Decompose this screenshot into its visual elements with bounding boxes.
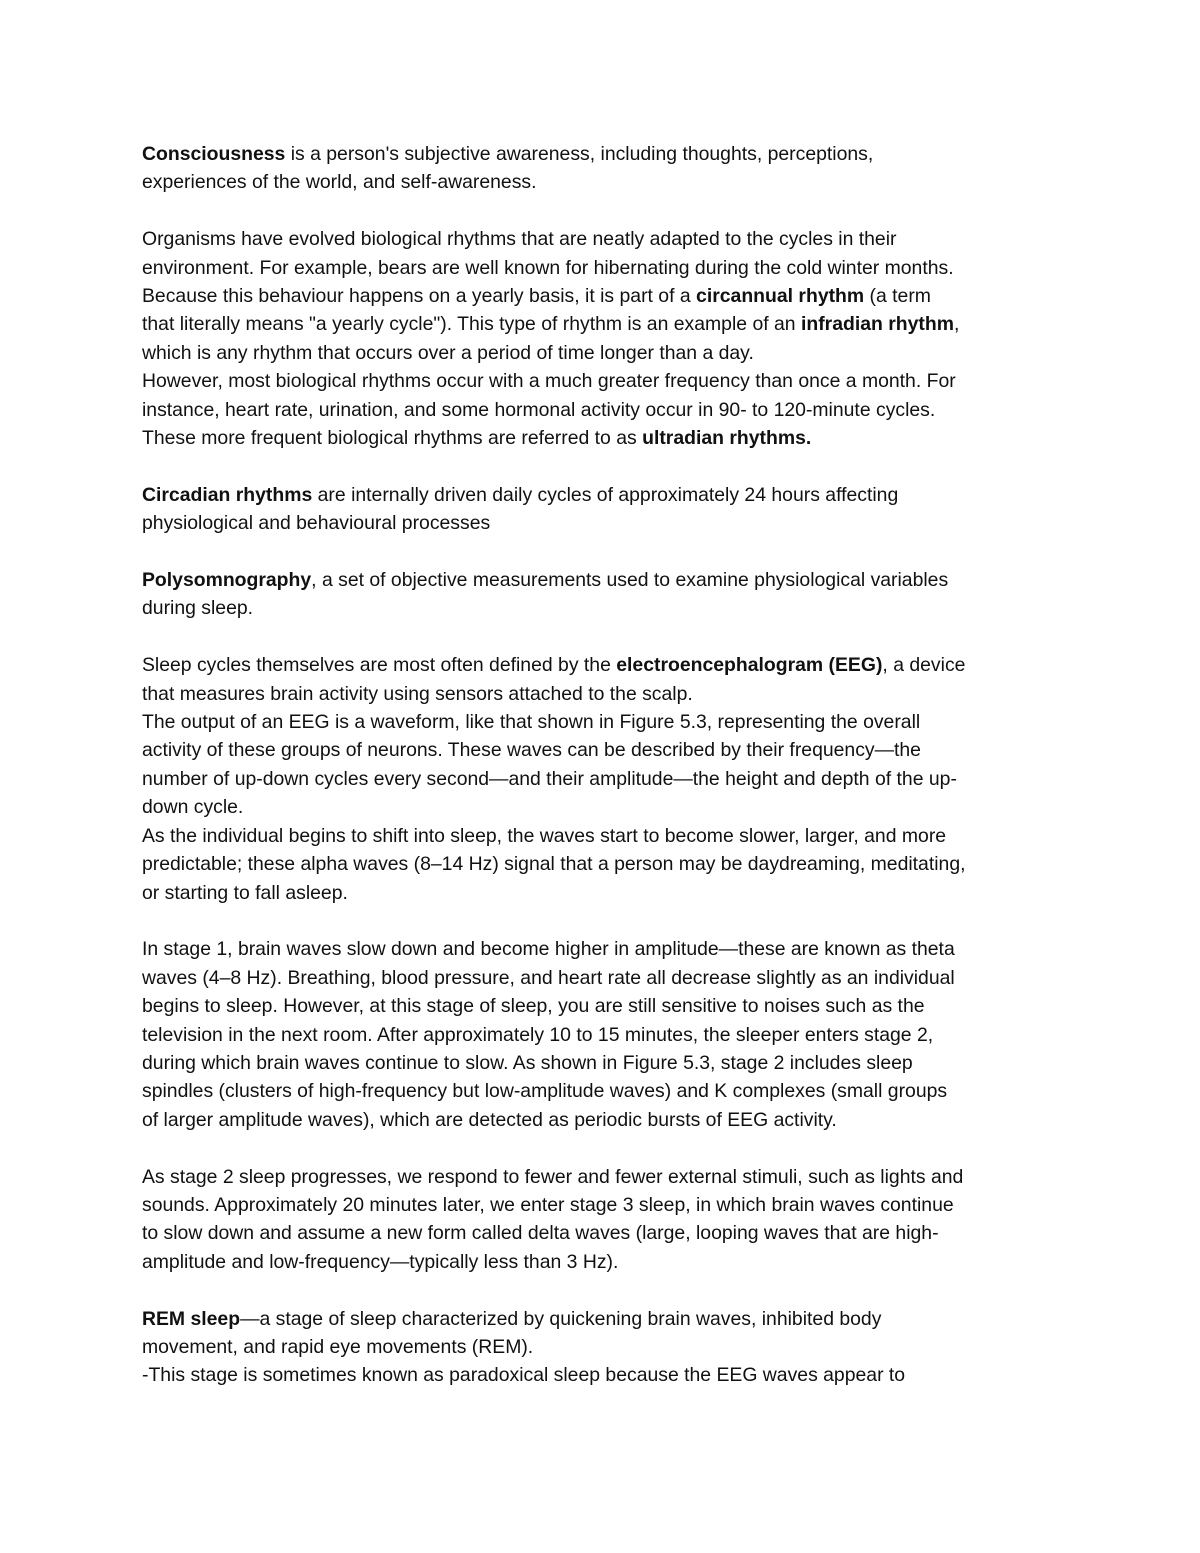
paragraph [142,708,1072,822]
bold-term: Circadian rhythms [142,483,313,506]
text-run: that measures brain activity using sensors attached to the scalp. [142,682,693,705]
text-line [142,1106,1072,1134]
text-line [142,651,1072,679]
text-line [142,310,1072,338]
bold-term: circannual rhythm [696,285,865,308]
text-line [142,1163,1072,1191]
bold-term: REM sleep [142,1307,241,1330]
text-run: Organisms have evolved biological rhythms that are neatly adapted to the cycles in their [142,228,897,251]
paragraph [142,566,1072,623]
text-run: is a person's subjective awareness, including thoughts, perceptions, [285,143,874,165]
text-line [142,680,1072,708]
text-run: , a device [882,654,966,677]
text-run: instance, heart rate, urination, and some hormonal activity occur in 90- to 120-minute cycles. [142,398,936,421]
text-line [142,879,1072,907]
text-run: begins to sleep. However, at this stage of sleep, you are still sensitive to noises such as the [142,995,925,1018]
text-line [142,367,1072,395]
text-run: of larger amplitude waves), which are detected as periodic bursts of EEG activity. [142,1108,837,1131]
text-line [142,1049,1072,1077]
text-run: environment. For example, bears are well known for hibernating during the cold winter months. [142,256,954,279]
text-line [142,1305,1072,1333]
paragraph [142,822,1072,907]
text-line [142,935,1072,963]
text-line [142,992,1072,1020]
text-line [142,1191,1072,1219]
text-line [142,1361,1072,1389]
text-line [142,822,1072,850]
text-run: —a stage of sleep characterized by quickening brain waves, inhibited body [240,1307,882,1330]
text-run: , a set of objective measurements used to examine physiological variables [311,569,949,592]
text-run: However, most biological rhythms occur with a much greater frequency than once a month. For [142,370,956,393]
text-run: which is any rhythm that occurs over a period of time longer than a day. [142,341,754,364]
text-line [142,1219,1072,1247]
text-run: In stage 1, brain waves slow down and become higher in amplitude—these are known as theta [142,938,955,961]
text-run: during sleep. [142,597,254,620]
text-line [142,566,1072,594]
text-run: television in the next room. After approximately 10 to 15 minutes, the sleeper enters stage 2, [142,1023,934,1046]
text-run: sounds. Approximately 20 minutes later, we enter stage 3 sleep, in which brain waves continue [142,1193,954,1216]
text-run: during which brain waves continue to slow. As shown in Figure 5.3, stage 2 includes sleep [142,1051,913,1074]
text-line [142,168,1072,196]
text-run: , [953,313,960,336]
bold-term: electroencephalogram (EEG) [616,654,883,677]
bold-term: ultradian rhythms. [642,427,812,450]
text-run: or starting to fall asleep. [142,881,348,904]
text-line [142,1248,1072,1276]
text-run: activity of these groups of neurons. These waves can be described by their frequency—the [142,739,921,762]
text-line [142,850,1072,878]
paragraph [142,1163,1072,1277]
text-run: -This stage is sometimes known as paradoxical sleep because the EEG waves appear to [142,1364,906,1387]
text-run: As stage 2 sleep progresses, we respond to fewer and fewer external stimuli, such as lights and [142,1165,964,1188]
bold-term: Polysomnography [142,569,312,592]
text-run: that literally means "a yearly cycle"). This type of rhythm is an example of an [142,313,801,336]
text-line [142,509,1072,537]
text-run: number of up-down cycles every second—and their amplitude—the height and depth of the up- [142,767,957,790]
text-line [142,140,1072,168]
paragraph [142,1305,1072,1362]
text-line [142,594,1072,622]
text-run: (a term [864,285,931,308]
text-line [142,424,1072,452]
paragraph [142,225,1072,367]
paragraph [142,935,1072,1134]
text-run: The output of an EEG is a waveform, like that shown in Figure 5.3, representing the overall [142,711,921,734]
text-line [142,765,1072,793]
paragraph [142,481,1072,538]
text-run: Because this behaviour happens on a yearly basis, it is part of a [142,285,697,308]
text-run: down cycle. [142,796,244,819]
text-line [142,1077,1072,1105]
text-run: experiences of the world, and self-awareness. [142,171,537,194]
text-line [142,481,1072,509]
text-line [142,1333,1072,1361]
text-run: amplitude and low-frequency—typically less than 3 Hz). [142,1250,619,1273]
document-body [142,140,1072,1390]
bold-term: infradian rhythm [800,313,954,336]
text-run: Sleep cycles themselves are most often defined by the [142,654,617,677]
text-line [142,1021,1072,1049]
paragraph [142,651,1072,708]
text-line [142,708,1072,736]
text-line [142,964,1072,992]
paragraph [142,1361,1072,1389]
text-run: to slow down and assume a new form called delta waves (large, looping waves that are high- [142,1222,939,1245]
text-run: movement, and rapid eye movements (REM). [142,1335,534,1358]
text-line [142,225,1072,253]
text-run: physiological and behavioural processes [142,512,491,535]
text-run: are internally driven daily cycles of approximately 24 hours affecting [312,483,899,506]
text-line [142,254,1072,282]
text-run: waves (4–8 Hz). Breathing, blood pressure, and heart rate all decrease slightly as an individual [142,966,955,989]
paragraph [142,367,1072,452]
text-line [142,736,1072,764]
text-line [142,339,1072,367]
text-line [142,793,1072,821]
text-line [142,282,1072,310]
text-run: These more frequent biological rhythms are referred to as [142,427,643,450]
text-line [142,396,1072,424]
paragraph [142,140,1072,197]
bold-term: Consciousness [142,143,286,165]
text-run: spindles (clusters of high-frequency but low-amplitude waves) and K complexes (small groups [142,1080,948,1103]
text-run: As the individual begins to shift into sleep, the waves start to become slower, larger, and more [142,824,947,847]
text-run: predictable; these alpha waves (8–14 Hz) signal that a person may be daydreaming, meditating, [142,853,966,876]
